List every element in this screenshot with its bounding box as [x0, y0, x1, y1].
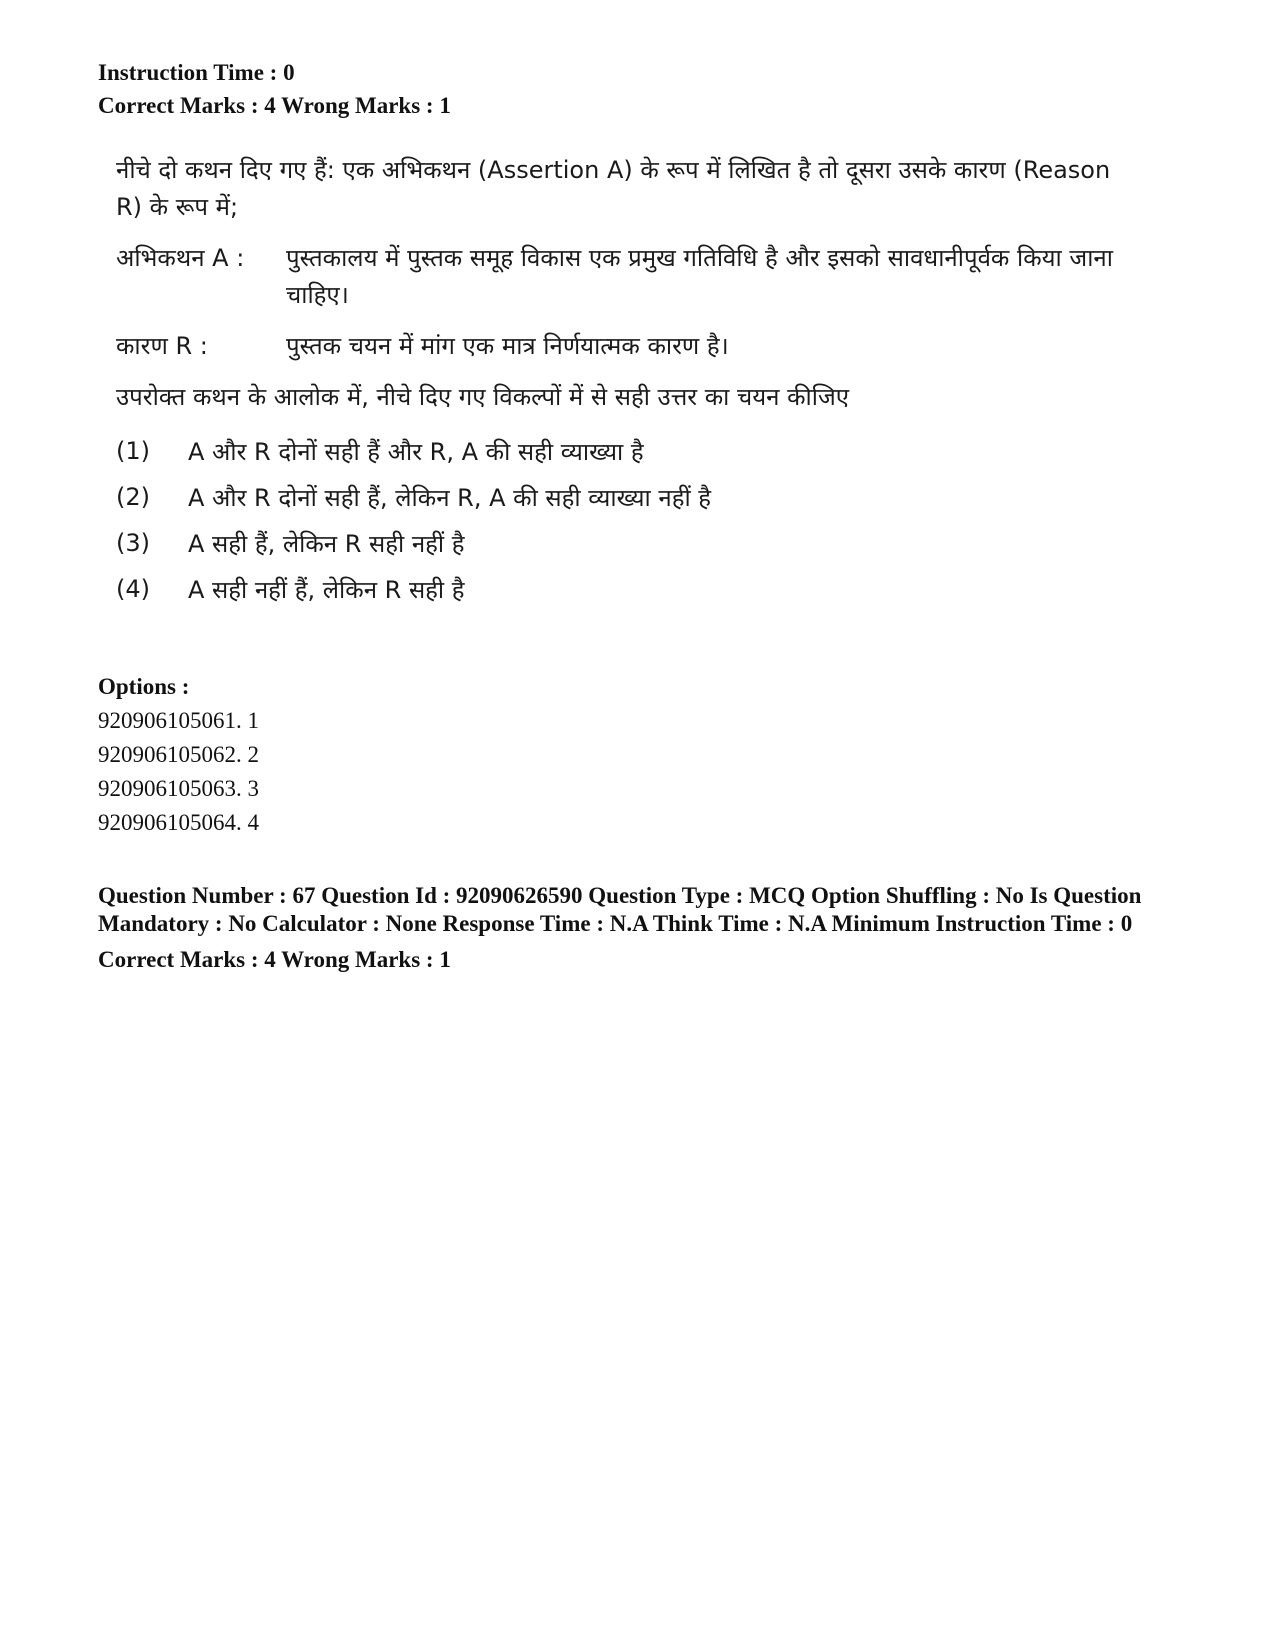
question-header	[98, 56, 451, 122]
assertion-text: पुस्तकालय में पुस्तक समूह विकास एक प्रमुख गतिविधि है और इसको सावधानीपूर्वक किया जाना चाहिए।	[286, 244, 1113, 309]
choice-list	[116, 428, 1126, 612]
instruction-time: Instruction Time : 0	[98, 60, 295, 85]
option-item: 920906105064. 4	[98, 810, 259, 835]
question-intro: नीचे दो कथन दिए गए हैं: एक अभिकथन (Assertion A) के रूप में लिखित है तो दूसरा उसके कारण (Reason R) के रूप में;	[116, 156, 1111, 221]
question-body	[116, 152, 1126, 612]
next-question-marks: Correct Marks : 4 Wrong Marks : 1	[98, 947, 451, 972]
choice-text: A और R दोनों सही हैं, लेकिन R, A की सही व्याख्या नहीं है	[188, 483, 712, 512]
next-question-header	[98, 882, 1188, 975]
option-item: 920906105061. 1	[98, 708, 259, 733]
choice-item	[116, 566, 1126, 612]
option-item: 920906105062. 2	[98, 742, 259, 767]
option-item: 920906105063. 3	[98, 776, 259, 801]
question-instruction: उपरोक्त कथन के आलोक में, नीचे दिए गए विकल्पों में से सही उत्तर का चयन कीजिए	[116, 383, 850, 411]
reason-label: कारण R :	[116, 332, 208, 360]
choice-item	[116, 474, 1126, 520]
next-question-details: Question Number : 67 Question Id : 92090626590 Question Type : MCQ Option Shuffling : No Is Question Mandatory : No Calculator : None Response Time : N.A Think Time : N.A Minimum Instruction Time : 0	[98, 883, 1142, 936]
choice-item	[116, 428, 1126, 474]
choice-text: A सही नहीं हैं, लेकिन R सही है	[188, 575, 465, 604]
reason-text: पुस्तक चयन में मांग एक मात्र निर्णयात्मक कारण है।	[286, 332, 729, 360]
choice-number: (2)	[116, 483, 150, 511]
choice-number: (4)	[116, 575, 150, 603]
marks-info: Correct Marks : 4 Wrong Marks : 1	[98, 93, 451, 118]
assertion-label: अभिकथन A :	[116, 244, 245, 272]
reason-row	[116, 328, 1126, 365]
options-section	[98, 670, 259, 840]
choice-text: A और R दोनों सही हैं और R, A की सही व्याख्या है	[188, 437, 644, 466]
choice-text: A सही हैं, लेकिन R सही नहीं है	[188, 529, 465, 558]
assertion-row	[116, 240, 1126, 314]
choice-number: (3)	[116, 529, 150, 557]
choice-number: (1)	[116, 437, 150, 465]
choice-item	[116, 520, 1126, 566]
options-heading: Options :	[98, 674, 190, 699]
